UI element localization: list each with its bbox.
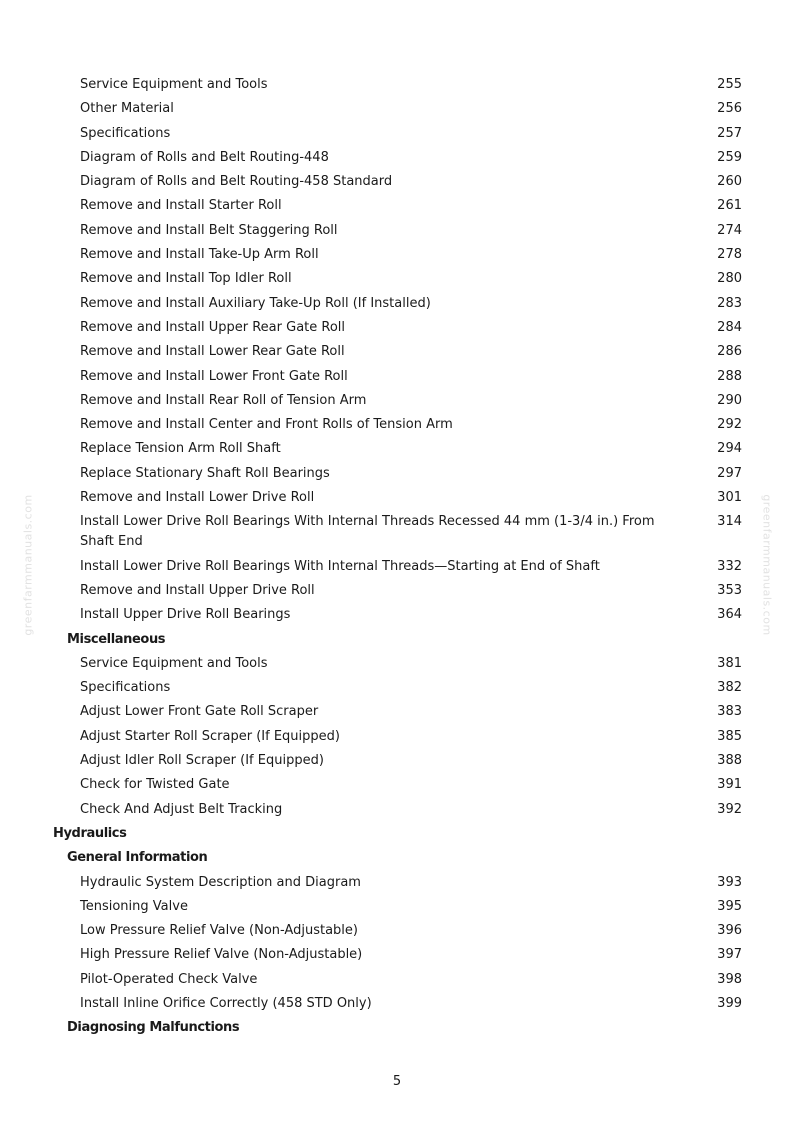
toc-entry[interactable] xyxy=(0,196,794,216)
toc-entry[interactable] xyxy=(0,921,794,941)
toc-entry[interactable] xyxy=(0,654,794,674)
toc-section-heading[interactable] xyxy=(0,630,794,650)
toc-entry[interactable] xyxy=(0,464,794,484)
toc-entry-page: 364 xyxy=(717,607,742,623)
toc-heading-label: General Information xyxy=(67,850,208,866)
toc-entry-label: Service Equipment and Tools xyxy=(80,655,268,671)
toc-entry-label: Other Material xyxy=(80,101,174,117)
toc-entry-label: Check for Twisted Gate xyxy=(80,777,230,793)
toc-entry-label: Remove and Install Lower Front Gate Roll xyxy=(80,368,348,384)
toc-entry-page: 278 xyxy=(717,247,742,263)
watermark-left: greenfarmmanuals.com xyxy=(21,494,35,636)
toc-entry-page: 381 xyxy=(717,655,742,671)
toc-entry[interactable] xyxy=(0,172,794,192)
toc-entry-page: 286 xyxy=(717,344,742,360)
toc-entry-label: Diagram of Rolls and Belt Routing-448 xyxy=(80,149,329,165)
toc-entry-page: 297 xyxy=(717,465,742,481)
toc-entry[interactable] xyxy=(0,751,794,771)
toc-entry[interactable] xyxy=(0,994,794,1014)
toc-entry[interactable] xyxy=(0,873,794,893)
toc-section-heading[interactable] xyxy=(0,848,794,868)
toc-chapter-heading[interactable] xyxy=(0,824,794,844)
toc-entry[interactable] xyxy=(0,512,794,552)
toc-entry-page: 274 xyxy=(717,222,742,238)
toc-entry-page: 294 xyxy=(717,441,742,457)
toc-entry-label: Replace Tension Arm Roll Shaft xyxy=(80,441,281,457)
toc-entry-page: 290 xyxy=(717,392,742,408)
toc-entry[interactable] xyxy=(0,294,794,314)
toc-entry[interactable] xyxy=(0,75,794,95)
toc-entry-label: Service Equipment and Tools xyxy=(80,77,268,92)
toc-entry-label: Install Lower Drive Roll Bearings With Internal Threads Recessed 44 mm (1-3/4 in.) From Shaft End xyxy=(80,514,655,550)
toc-section-heading[interactable] xyxy=(0,1018,794,1038)
toc-entry-label: Install Inline Orifice Correctly (458 STD Only) xyxy=(80,995,372,1011)
toc-entry-label: Replace Stationary Shaft Roll Bearings xyxy=(80,465,330,481)
toc-entry-label: Specifications xyxy=(80,125,171,141)
page-number: 5 xyxy=(392,1074,402,1089)
toc-entry-page: 399 xyxy=(717,995,742,1011)
toc-entry-label: Adjust Idler Roll Scraper (If Equipped) xyxy=(80,753,324,769)
toc-entry-page: 314 xyxy=(717,514,742,530)
toc-entry[interactable] xyxy=(0,702,794,722)
toc-entry-label: Install Lower Drive Roll Bearings With Internal Threads—Starting at End of Shaft xyxy=(80,558,600,574)
toc-entry-page: 255 xyxy=(717,77,742,92)
toc-entry[interactable] xyxy=(0,391,794,411)
toc-entry-label: Remove and Install Auxiliary Take-Up Roll (If Installed) xyxy=(80,295,431,311)
toc-entry[interactable] xyxy=(0,124,794,144)
toc-entry-page: 260 xyxy=(717,174,742,190)
toc-entry[interactable] xyxy=(0,897,794,917)
toc-entry-label: Check And Adjust Belt Tracking xyxy=(80,801,283,817)
toc-entry-label: Install Upper Drive Roll Bearings xyxy=(80,607,291,623)
toc-entry[interactable] xyxy=(0,269,794,289)
toc-entry-page: 396 xyxy=(717,923,742,939)
table-of-contents xyxy=(0,75,794,1043)
toc-entry-page: 397 xyxy=(717,947,742,963)
toc-entry-page: 280 xyxy=(717,271,742,287)
toc-entry-label: Specifications xyxy=(80,680,171,696)
toc-entry-page: 383 xyxy=(717,704,742,720)
toc-entry-page: 261 xyxy=(717,198,742,214)
toc-entry-page: 288 xyxy=(717,368,742,384)
toc-entry[interactable] xyxy=(0,367,794,387)
toc-entry[interactable] xyxy=(0,605,794,625)
toc-entry-page: 284 xyxy=(717,319,742,335)
toc-entry[interactable] xyxy=(0,245,794,265)
toc-entry[interactable] xyxy=(0,488,794,508)
toc-entry-page: 256 xyxy=(717,101,742,117)
toc-entry-label: Remove and Install Lower Rear Gate Roll xyxy=(80,344,345,360)
toc-entry-label: Remove and Install Center and Front Rolls of Tension Arm xyxy=(80,417,453,433)
toc-entry-page: 388 xyxy=(717,753,742,769)
toc-entry[interactable] xyxy=(0,99,794,119)
toc-entry[interactable] xyxy=(0,557,794,577)
toc-entry-label: Remove and Install Upper Drive Roll xyxy=(80,582,315,598)
toc-heading-label: Hydraulics xyxy=(53,825,127,841)
toc-entry[interactable] xyxy=(0,415,794,435)
toc-entry-label: Adjust Lower Front Gate Roll Scraper xyxy=(80,704,319,720)
toc-entry-label: Tensioning Valve xyxy=(80,898,188,914)
toc-entry-page: 382 xyxy=(717,680,742,696)
toc-heading-label: Diagnosing Malfunctions xyxy=(67,1020,240,1036)
toc-entry[interactable] xyxy=(0,678,794,698)
toc-entry-label: Adjust Starter Roll Scraper (If Equipped) xyxy=(80,728,340,744)
toc-entry[interactable] xyxy=(0,439,794,459)
toc-entry[interactable] xyxy=(0,970,794,990)
toc-entry[interactable] xyxy=(0,318,794,338)
toc-entry-page: 398 xyxy=(717,971,742,987)
toc-entry-page: 395 xyxy=(717,898,742,914)
toc-entry-label: Hydraulic System Description and Diagram xyxy=(80,874,361,890)
toc-heading-label: Miscellaneous xyxy=(67,631,166,647)
toc-entry-page: 353 xyxy=(717,582,742,598)
toc-entry-label: Remove and Install Belt Staggering Roll xyxy=(80,222,338,238)
toc-entry-page: 393 xyxy=(717,874,742,890)
toc-entry[interactable] xyxy=(0,221,794,241)
toc-entry[interactable] xyxy=(0,581,794,601)
toc-entry-page: 392 xyxy=(717,801,742,817)
toc-entry-label: Remove and Install Lower Drive Roll xyxy=(80,490,315,506)
toc-entry-label: Remove and Install Rear Roll of Tension Arm xyxy=(80,392,367,408)
toc-entry-label: Low Pressure Relief Valve (Non-Adjustable) xyxy=(80,923,358,939)
toc-entry-page: 259 xyxy=(717,149,742,165)
toc-entry-label: Remove and Install Top Idler Roll xyxy=(80,271,292,287)
toc-entry[interactable] xyxy=(0,775,794,795)
toc-entry-page: 332 xyxy=(717,558,742,574)
toc-entry[interactable] xyxy=(0,148,794,168)
toc-entry[interactable] xyxy=(0,945,794,965)
toc-entry-label: Pilot-Operated Check Valve xyxy=(80,971,258,987)
toc-entry-page: 292 xyxy=(717,417,742,433)
toc-entry-page: 301 xyxy=(717,490,742,506)
toc-entry-label: Remove and Install Upper Rear Gate Roll xyxy=(80,319,346,335)
toc-entry-label: Remove and Install Starter Roll xyxy=(80,198,282,214)
toc-entry[interactable] xyxy=(0,342,794,362)
toc-entry[interactable] xyxy=(0,727,794,747)
toc-entry-page: 283 xyxy=(717,295,742,311)
toc-entry-page: 385 xyxy=(717,728,742,744)
toc-entry-page: 257 xyxy=(717,125,742,141)
toc-entry-label: Diagram of Rolls and Belt Routing-458 Standard xyxy=(80,174,393,190)
toc-entry-label: High Pressure Relief Valve (Non-Adjustable) xyxy=(80,947,363,963)
toc-entry-label: Remove and Install Take-Up Arm Roll xyxy=(80,247,319,263)
toc-entry[interactable] xyxy=(0,800,794,820)
watermark-right: greenfarmmanuals.com xyxy=(760,494,774,636)
toc-entry-page: 391 xyxy=(717,777,742,793)
